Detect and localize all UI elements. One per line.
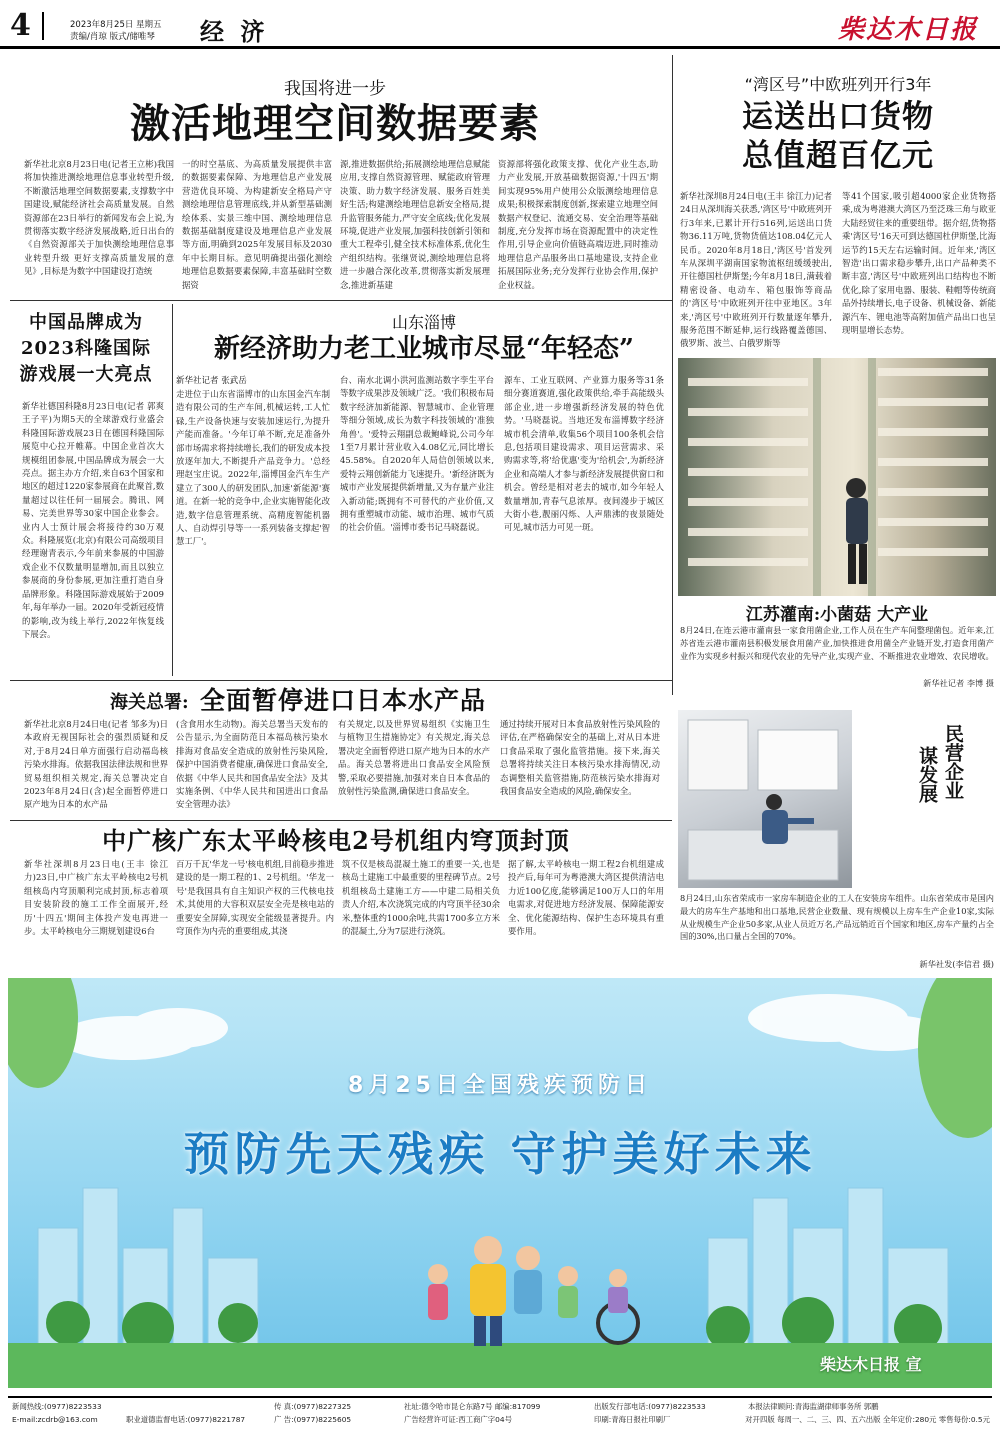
article-body: 新华社德国科隆8月23日电(记者 郭爽 王子平)为期5天的全球游戏行业盛会科隆国际游戏展23日在德国科隆国际展览中心拉开帷幕。中国企业首次大规模组团参展,中国品牌成为展会一大亮点。据主办方介绍,来自63个国家和地区的超过1220家参展商在此聚首,数量超过以往任何一届展会。腾讯、网易、完美世界等30家中国企业参会。业内人士预计展会将接待约30万观众。科隆展览(北京)有限公司高级项目经理谢青表示,今年前来参展的中国游戏企业不仅数量明显增加,而且以独立参展商的身份参展,更加注重打造自身品牌形象。科隆国际游戏展始于2009年,每年举办一届。2020年受新冠疫情的影响,改为线上举行,2022年恢复线下展会。 — [22, 401, 164, 639]
article-zibo — [176, 300, 672, 680]
article-column: 源车、工业互联网、产业算力服务等31条细分赛道赛道,强化政策供给,牵手高能级头部企业,进一步增强新经济发展的特色优势。'马晓磊说。当地还发布淄博数字经济城市机会清单,收集56个项目100条机会信息,包括项目建设需求、项目运营需求、采购需求等,将'给优惠'变为'给机会',为新经济企业和高端人才参与新经济发展提供窗口和机会。曾经是相对老去的城市,如今年轻人数量增加,青春气息浓厚。夜间漫步于城区大街小巷,靓丽闪烁、人声鼎沸的夜景随处可见,城市活力可见一斑。 — [504, 375, 664, 533]
article-headline: 运送出口货物 — [742, 99, 934, 135]
disability-prevention-ad — [8, 978, 992, 1388]
page-number: 4 — [10, 8, 31, 43]
article-column: 台、南水北调小洪河监测站数字孪生平台等数字成果涉及领域广泛。'我们积极布局数字经济加新能源、智慧城市、企业管理等细分领域,成长为数字科技领域的'准独角兽'。'爱特云翔副总裁鲍峰说,公司今年1至7月累计营业收入4.08亿元,同比增长45.58%。自2020年人局信创领域以来,爱特云翔创新能力飞速提升。'新经济既为城市产业发展提供新增量,又为存量产业注入新动能;既拥有不可替代的产业价值,又拥有重塑城市动能、城市治理、城市气质的社会价值。'淄博市委书记马晓磊说。 — [340, 375, 494, 533]
photo-credit: 新华社发(李信君 摄) — [919, 959, 994, 969]
masthead — [0, 0, 1000, 50]
article-brand — [0, 300, 172, 680]
footer-publication-info: 对开四版 每周一、二、三、四、五六出版 全年定价:280元 零售每份:0.5元 — [745, 1415, 990, 1424]
article-kicker: 我国将进一步 — [284, 79, 386, 99]
photo-caption: 8月24日,山东省荣成市一家房车制造企业的工人在安装房车组件。山东省荣成市是国内最大的房车生产基地和出口基地,民营企业数量、现有规模以上房车生产企业10家,实际从业规模生产企业50多家,从业人员近万名,产品远销近百个国家和地区,房车产量约占全国的30%,出口量占全国的70%。 — [680, 893, 994, 942]
article-column: 有关规定,以及世界贸易组织《实施卫生与植物卫生措施协定》有关规定,海关总署决定全面暂停进口原产地为日本的水产品。海关总署将进出口食品安全风险预警,采取必要措施,加强对来自日本食品的放射性污染监测,确保进口食品安全。 — [338, 719, 490, 797]
section-title: 经 济 — [200, 17, 269, 46]
article-byline: 新华社记者 张武岳 — [176, 376, 247, 386]
footer-printer: 印刷:青海日报社印刷厂 — [594, 1415, 671, 1424]
masthead-rule — [0, 46, 1000, 49]
rv-vertical-title — [858, 724, 998, 884]
footer-email: E-mail:zcdrb@163.com — [12, 1415, 98, 1424]
article-headline: 激活地理空间数据要素 — [130, 100, 540, 147]
article-kicker: 山东淄博 — [391, 313, 456, 332]
article-column: 通过持续开展对日本食品放射性污染风险的评估,在严格确保安全的基础上,对从日本进口食品采取了强化监管措施。接下来,海关总署将持续关注日本核污染水排海情况,动态调整相关监管措施,防范核污染水排海对我国食品安全造成的风险,确保安全。 — [500, 719, 660, 797]
vertical-title-line: 民营企业 — [942, 724, 964, 800]
article-column: 新华社深圳8月24日电(王丰 徐江力)记者24日从深圳海关获悉,'湾区号'中欧班列开行3年来,已累计开行516列,运送出口货物36.11万吨,货物货值达108.04亿元人民币。2020年8月18日,'湾区号'首发列车从深圳平湖南国家物流枢纽缓缓驶出,开往德国杜伊斯堡;今年8月18日,满载着精密设备、电动车、箱包服饰等商品的'湾区号'中欧班列开往中亚地区。3年来,'湾区号'中欧班列开行数量逐年攀升,服务范围不断延伸,运行线路覆盖德国、俄罗斯、波兰、白俄罗斯等 — [680, 191, 832, 349]
article-column: 百万千瓦'华龙一号'核电机组,目前稳步推进建设的是一期工程的1、2号机组。'华龙一号'是我国具有自主知识产权的三代核电技术,其使用的大容积双层安全壳是核电站的重要安全屏障,实现安全能级显著提升。内穹顶作为内壳的重要组成,其浇 — [176, 859, 334, 937]
footer-license: 广告经营许可证:西工商广字04号 — [404, 1415, 512, 1424]
ad-title: 预防先天残疾 守护美好未来 — [183, 1127, 817, 1181]
article-column: 资源部将强化政策支撑、优化产业生态,助力产业发展,开放基础数据资源,'十四五'期间实现95%用户使用公众版测绘地理信息成果;积极探索制度创新,探索建立地理空间数据产权登记、流通交易、安全治理等基础制度,充分发挥市场在资源配置中的决定性作用,引导企业向价值链高端迈进,同时推动地理信息产品服务出口基地建设,支持企业拓展国际业务;充分发挥行业协会作用,保护企业权益。 — [498, 159, 658, 290]
footer-rule — [8, 1396, 992, 1398]
paper-name-logo: 柴达木日报 — [838, 15, 979, 45]
ad-sponsor: 柴达木日报 宣 — [820, 1355, 922, 1374]
column-divider — [172, 304, 173, 676]
article-column: 新华社北京8月24日电(记者 邹多为)日本政府无视国际社会的强烈质疑和反对,于8月24日单方面强行启动福岛核污染水排海。依据我国法律法规和世界贸易组织相关规定,海关总署决定自2023年8月24日(含)起全面暂停进口原产地为日本的水产品 — [24, 719, 168, 810]
article-headline: 2023科隆国际 — [20, 338, 152, 359]
article-headline: 全面暂停进口日本水产品 — [200, 686, 487, 715]
mushroom-factory-photo — [678, 358, 996, 596]
page-number-divider — [42, 12, 44, 40]
article-column: 走进位于山东省淄博市的山东国金汽车制造有限公司的生产车间,机械运转,工人忙碌,生产设备快速与安装加速运行,为提升产能而准备。'今年订单不断,充足准备外部市场需求将持续增长,我们的研发成本投放逐年加大,不断提升产品竞争力。'总经理赵宝庄说。2022年,淄博国金汽车生产建立了300人的研发团队,加速'新能源'赛道。在新一轮的竞争中,企业实施智能化改造,数字信息管理系统、高精度智能机器人、自动焊引导等一一系列装备支撑起'智慧工厂'。 — [176, 389, 330, 547]
article-headline: 总值超百亿元 — [742, 138, 934, 174]
article-column: 源,推进数据供给;拓展测绘地理信息赋能应用,支撑自然资源管理、赋能政府管理决策、助力数字经济发展、服务百姓美好生活;构建测绘地理信息新安全格局,提升监管服务能力,严守安全底线;优化发展环境,促进产业发展,加强科技创新引领和重大工程牵引,健全技术标准体系,优化生产组织结构。张继贤说,测绘地理信息将进一步融合深化改革,贯彻落实新发展理念,推进新基建 — [340, 159, 490, 290]
footer-hotline: 新闻热线:(0977)8223533 — [12, 1402, 102, 1411]
article-headline: 游戏展一大亮点 — [19, 364, 153, 385]
editors-line: 责编/肖琼 版式/储唯琴 — [70, 32, 155, 42]
mushroom-shelves-graphic — [678, 358, 996, 596]
ad-subtitle: 8月25日全国残疾预防日 — [348, 1073, 652, 1098]
article-geo — [0, 50, 670, 300]
photo-title: 江苏灌南:小菌菇 大产业 — [745, 605, 929, 625]
article-headline: 新经济助力老工业城市尽显“年轻态” — [214, 334, 634, 364]
vertical-title-line: 谋发展 — [916, 746, 938, 803]
article-column: 筑不仅是核岛混凝土施工的重要一关,也是核岛土建施工中最重要的里程碑节点。2号机组核岛土建施工方——中建二局相关负责人介绍,本次浇筑完成的内穹顶半径30余米,整体重约1000余吨,共需1700多立方米的混凝土,分为7层进行浇筑。 — [342, 859, 500, 937]
rv-factory-photo — [678, 710, 852, 888]
article-kicker: “湾区号”中欧班列开行3年 — [744, 75, 932, 94]
article-column: 等41个国家,吸引超4000家企业货物搭乘,成为粤港澳大湾区乃至泛珠三角与欧亚大陆经贸往来的重要纽带。据介绍,货物搭乘'湾区号'16天可到达德国杜伊斯堡,比海运节约15天左右运输时间。近年来,'湾区智造'出口需求稳步攀升,出口产品种类不断丰富,'湾区号'中欧班列出口结构也不断优化,除了家用电器、服装、鞋帽等传统商品外持续增长,电子设备、机械设备、新能源汽车、锂电池等高附加值产品出口也呈现明显增长态势。 — [842, 191, 996, 336]
footer-ad-phone: 广 告:(0977)8225605 — [274, 1415, 352, 1424]
footer-legal-counsel: 本报法律顾问:青海监湖律师事务所 郭鹏 — [748, 1402, 879, 1411]
footer-fax: 传 真:(0977)8227325 — [274, 1402, 352, 1411]
column-divider — [672, 55, 673, 695]
article-kicker: 海关总署: — [110, 692, 189, 713]
article-train — [676, 50, 1000, 350]
article-headline: 中广核广东太平岭核电2号机组内穹顶封顶 — [102, 826, 570, 855]
footer-ethics-phone: 职业道德监督电话:(0977)8221787 — [126, 1415, 246, 1424]
photo-caption: 8月24日,在连云港市灌南县一家食用菌企业,工作人员在生产车间整理菌包。近年来,江苏省连云港市灌南县积极发展食用菌产业,加快推进食用菌全产业链开发,打造食用菌产业作为实现乡村振兴和现代农业的先导产业,实现产业、不断推进农业增效、农民增收。 — [680, 625, 994, 661]
article-headline: 中国品牌成为 — [29, 312, 143, 333]
footer-distribution-phone: 出版发行部电话:(0977)8223533 — [594, 1402, 706, 1411]
rv-interior-graphic — [678, 710, 852, 888]
article-column: 一的时空基底、为高质量发展提供丰富的数据要素保障、为地理信息产业发展营造优良环境、为构建新安全格局产守测绘地理信息管理底线,并从新型基础测绘体系、实景三维中国、测绘地理信息数据基础制度建设及地理信息产业发展等方面,明确到2025年发展目标及2030年中长期目标。意见明确提出强化测绘地理信息数据要素保障,丰富基础时空数据资 — [182, 159, 332, 290]
article-column: 新华社深圳8月23日电(王丰 徐江力)23日,中广核广东太平岭核电2号机组核岛内穹顶顺利完成封顶,标志着项目安装阶段的施工工作全面展开,经历'十四五'期间主体投产发电再进一步。太平岭核电分三期规划建设6台 — [24, 859, 168, 937]
article-customs — [0, 680, 672, 820]
date-line: 2023年8月25日 星期五 — [70, 20, 162, 30]
article-nuclear — [0, 820, 672, 970]
article-column: (含食用水生动物)。海关总署当天发布的公告显示,为全面防范日本福岛核污染水排海对食品安全造成的放射性污染风险,保护中国消费者健康,确保进口食品安全,依据《中华人民共和国食品安全法》及其实施条例、《中华人民共和国进出口食品安全管理办法》 — [176, 719, 328, 810]
footer — [8, 1400, 992, 1430]
article-column: 据了解,太平岭核电一期工程2台机组建成投产后,每年可为粤港澳大湾区提供清洁电力近100亿度,能够满足100万人口的年用电需求,对促进地方经济发展、保障能源安全、优化能源结构、保护生态环境具有重要作用。 — [508, 859, 664, 937]
footer-address: 社址:德令哈市昆仑东路7号 邮编:817099 — [404, 1402, 541, 1411]
photo-credit: 新华社记者 李博 摄 — [923, 678, 994, 688]
article-column: 新华社北京8月23日电(记者王立彬)我国将加快推进测绘地理信息事业转型升级,不断激活地理空间数据要素,支撑数字中国建设,赋能经济社会高质量发展。自然资源部在23日举行的新闻发布会上说,为贯彻落实数字经济发展战略,近日出台的《自然资源部关于加快测绘地理信息事业转型升级 更好支撑高质量发展的意见》,目标是为数字中国建设打造统 — [24, 159, 174, 277]
